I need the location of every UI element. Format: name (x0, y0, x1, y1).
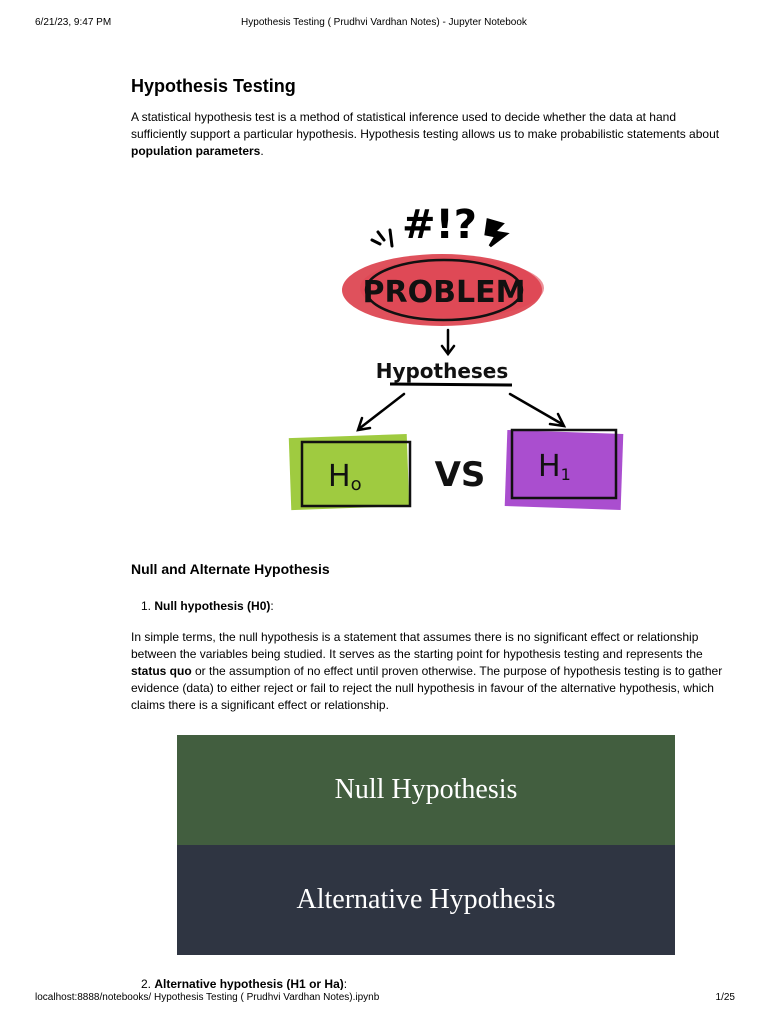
intro-text: A statistical hypothesis test is a method of statistical inference used to decide whether the data at hand sufficiently support a particular hypothesis. Hypothesis testing allows us to make probabilistic statements about (131, 110, 720, 141)
h1-label: H1 (538, 449, 571, 484)
banner-alternative-section (177, 845, 675, 955)
status-quo-bold: status quo (131, 664, 192, 678)
print-header (0, 17, 768, 31)
page-title: Hypothesis Testing (131, 76, 296, 96)
burst-symbols: #!? (402, 202, 477, 248)
burst-marks (372, 230, 392, 246)
section-heading-null-alternate: Null and Alternate Hypothesis (131, 561, 330, 577)
print-footer (0, 992, 768, 1006)
print-url: localhost:8888/notebooks/ Hypothesis Testing ( Prudhvi Vardhan Notes).ipynb (35, 992, 380, 1003)
list-label: Alternative hypothesis (H1 or Ha) (154, 977, 344, 990)
list-number: 2. (141, 977, 152, 990)
left-arrow-icon (358, 394, 404, 430)
right-arrow-icon (510, 394, 564, 426)
banner-null-label: Null Hypothesis (334, 774, 518, 805)
vs-label: VS (434, 455, 486, 495)
hypotheses-label: Hypotheses (375, 359, 509, 383)
problem-hypotheses-illustration (280, 190, 640, 525)
hypothesis-banner-image (177, 735, 675, 955)
page-number: 1/25 (715, 992, 735, 1003)
null-hypothesis-paragraph: In simple terms, the null hypothesis is a statement that assumes there is no significant effect or relationship between the variables being studied. It serves as the starting point for hypothesis testing and represents the status quo or the assumption of no effect until proven otherwise. The purpose of hypothesis testing is to gather evidence (data) to either reject or fail to reject the null hypothesis in favour of the alternative hypothesis, which claims there is a significant effect or relationship. (131, 630, 723, 712)
banner-null-section (177, 735, 675, 845)
list-number: 1. (141, 599, 152, 613)
banner-alternative-label: Alternative Hypothesis (296, 884, 556, 915)
h0-label: Ho (328, 459, 362, 495)
problem-label: PROBLEM (362, 275, 526, 310)
print-date: 6/21/23, 9:47 PM (35, 17, 112, 28)
lightning-mark (486, 220, 506, 246)
list-item-null-hypothesis: 1. Null hypothesis (H0): (141, 599, 274, 613)
list-label: Null hypothesis (H0) (154, 599, 271, 613)
hypotheses-underline (390, 384, 512, 385)
intro-bold: population parameters (131, 144, 261, 158)
intro-paragraph (131, 109, 731, 160)
down-arrow-icon (442, 330, 454, 354)
print-doc-title: Hypothesis Testing ( Prudhvi Vardhan Notes) - Jupyter Notebook (241, 17, 527, 28)
intro-end: . (260, 144, 264, 158)
list-item-alternative-hypothesis: 2. Alternative hypothesis (H1 or Ha): (141, 977, 348, 990)
